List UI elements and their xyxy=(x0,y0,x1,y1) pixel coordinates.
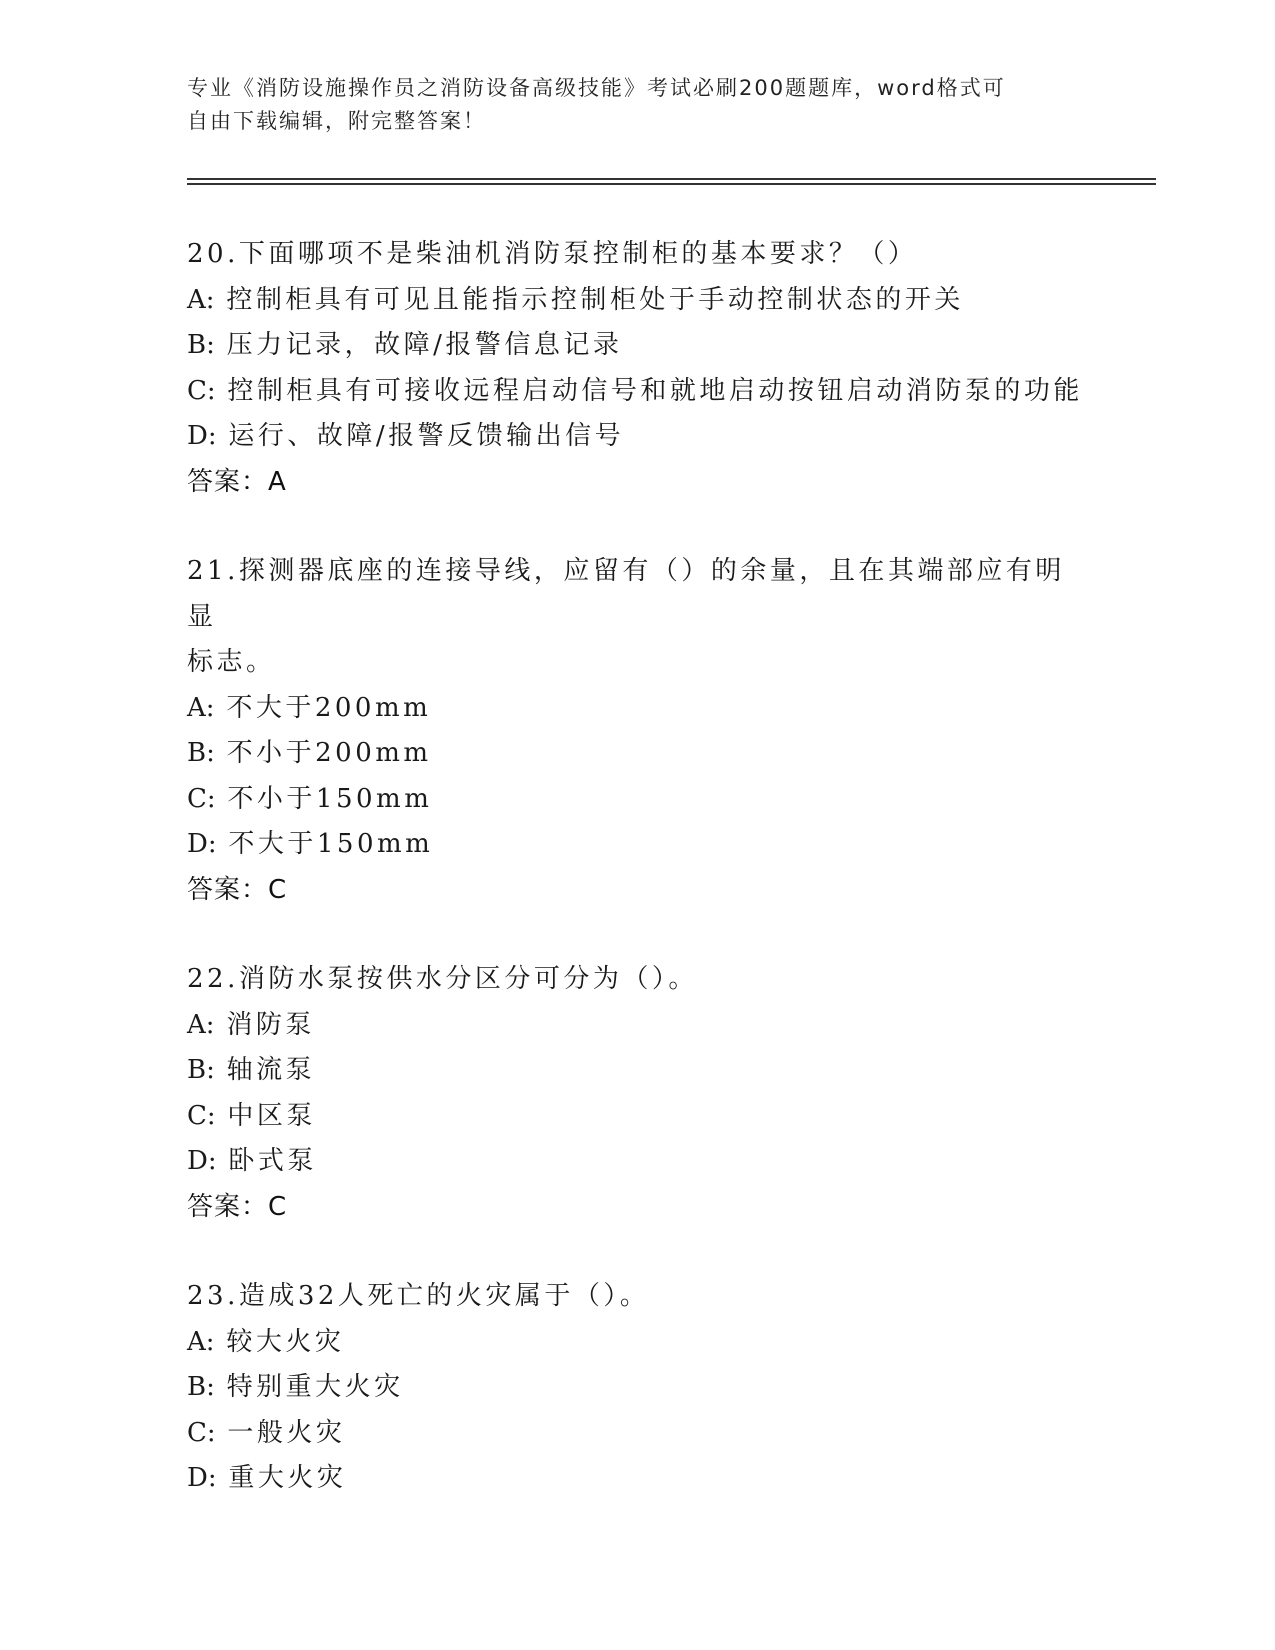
option-label: D: xyxy=(187,1463,217,1493)
option-c xyxy=(187,1094,1087,1140)
answer-line: 答案：C xyxy=(187,1191,288,1222)
option-b xyxy=(187,731,1087,777)
option-label: B: xyxy=(187,330,215,360)
question-20 xyxy=(187,232,1087,505)
option-c xyxy=(187,369,1087,415)
answer-line: 答案：C xyxy=(187,874,288,905)
option-d xyxy=(187,1456,1087,1502)
option-label: C: xyxy=(187,1417,216,1448)
option-label: D: xyxy=(187,829,217,859)
document-header xyxy=(187,72,1067,138)
option-text: 特别重大火灾 xyxy=(226,1372,404,1402)
option-text: 重大火灾 xyxy=(228,1463,347,1493)
option-b xyxy=(187,1048,1087,1094)
header-divider-top xyxy=(187,178,1156,180)
option-text: 轴流泵 xyxy=(226,1055,316,1085)
option-text: 中区泵 xyxy=(227,1100,316,1131)
option-label: A: xyxy=(187,284,215,315)
option-text: 不小于200mm xyxy=(226,738,432,768)
question-stem: 21.探测器底座的连接导线，应留有（）的余量，且在其端部应有明显 xyxy=(187,556,1065,632)
option-a xyxy=(187,1320,1087,1366)
header-line-1: 专业《消防设施操作员之消防设备高级技能》考试必刷200题题库，word格式可 xyxy=(187,76,1006,100)
option-text: 控制柜具有可接收远程启动信号和就地启动按钮启动消防泵的功能 xyxy=(227,375,1083,406)
option-label: A: xyxy=(187,692,215,723)
option-c xyxy=(187,777,1087,823)
option-label: D: xyxy=(187,421,217,451)
option-c xyxy=(187,1411,1087,1457)
option-text: 运行、故障/报警反馈输出信号 xyxy=(228,421,625,451)
option-label: B: xyxy=(187,1055,215,1085)
option-text: 不大于200mm xyxy=(226,692,432,723)
option-label: B: xyxy=(187,1372,215,1402)
option-text: 控制柜具有可见且能指示控制柜处于手动控制状态的开关 xyxy=(226,284,964,315)
question-stem: 22.消防水泵按供水分区分可分为（）。 xyxy=(187,964,698,994)
question-stem: 20.下面哪项不是柴油机消防泵控制柜的基本要求？（） xyxy=(187,239,918,269)
option-label: A: xyxy=(187,1009,215,1040)
option-d xyxy=(187,414,1087,460)
option-label: C: xyxy=(187,375,216,406)
question-stem: 23.造成32人死亡的火灾属于（）。 xyxy=(187,1281,650,1311)
question-21 xyxy=(187,549,1087,913)
option-a xyxy=(187,1003,1087,1049)
option-b xyxy=(187,1365,1087,1411)
question-stem-continued: 标志。 xyxy=(187,647,276,677)
option-text: 消防泵 xyxy=(226,1009,315,1040)
question-23 xyxy=(187,1274,1087,1502)
option-label: A: xyxy=(187,1326,215,1357)
option-text: 卧式泵 xyxy=(228,1146,317,1176)
header-line-2: 自由下载编辑，附完整答案！ xyxy=(187,109,486,133)
option-d xyxy=(187,822,1087,868)
option-label: B: xyxy=(187,738,215,768)
option-a xyxy=(187,686,1087,732)
question-22 xyxy=(187,957,1087,1230)
header-divider-bottom xyxy=(187,183,1156,185)
option-text: 不大于150mm xyxy=(228,829,434,859)
option-label: C: xyxy=(187,783,216,814)
option-text: 压力记录，故障/报警信息记录 xyxy=(226,330,623,360)
answer-line: 答案：A xyxy=(187,466,287,497)
option-a xyxy=(187,278,1087,324)
option-text: 不小于150mm xyxy=(227,783,433,814)
option-label: D: xyxy=(187,1146,217,1176)
option-text: 一般火灾 xyxy=(227,1417,346,1448)
option-d xyxy=(187,1139,1087,1185)
option-text: 较大火灾 xyxy=(226,1326,345,1357)
option-label: C: xyxy=(187,1100,216,1131)
option-b xyxy=(187,323,1087,369)
question-list xyxy=(187,232,1087,1546)
